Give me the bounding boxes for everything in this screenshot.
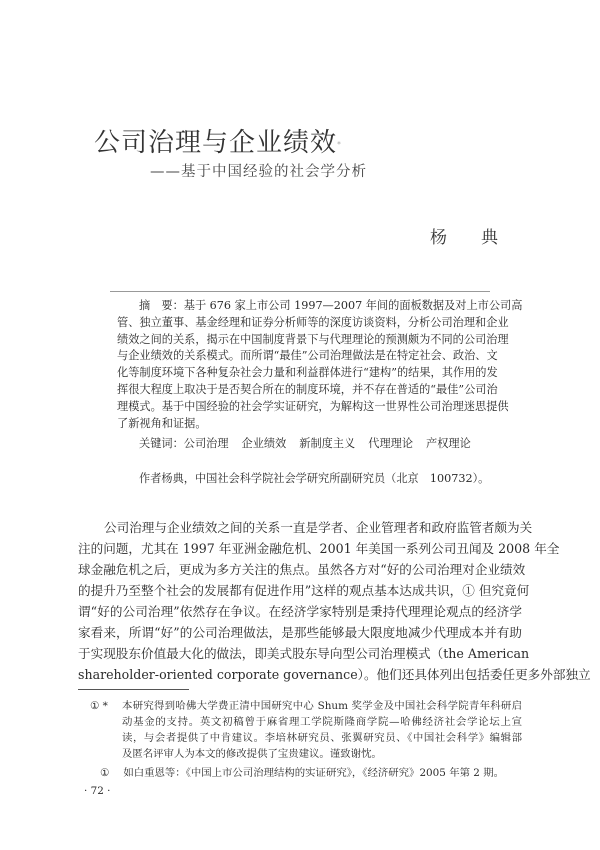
title-text: 公司治理与企业绩效 [94, 128, 338, 158]
text-line: 注的问题，尤其在 1997 年亚洲金融危机、2001 年美国一系列公司丑闻及 2008 年全 [78, 541, 560, 556]
text-line: 及匿名评审人为本文的修改提供了宝贵建议。谨致谢忱。 [122, 748, 382, 760]
keyword: 产权理论 [426, 437, 471, 450]
text-line: 本研究得到哈佛大学费正清中国研究中心 Shum 奖学金及中国社会科学院青年科研启 [122, 700, 522, 712]
keywords [139, 436, 497, 451]
text-line: 读，与会者提供了中肯建议。李培林研究员、张翼研究员、《中国社会科学》编辑部 [122, 732, 522, 744]
text-line: 了新视角和证据。 [117, 416, 207, 430]
text-line: shareholder-oriented corporate governance）。他们还具体列出包括委任更多外部独立 [78, 667, 591, 682]
keyword: 企业绩效 [241, 437, 287, 450]
text-line: 管、独立董事、基金经理和证券分析师等的深度访谈资料，分析公司治理和企业 [117, 315, 509, 329]
abstract-rule [110, 291, 490, 292]
text-line: 于实现股东价值最大化的做法，即美式股东导向型公司治理模式（the American [78, 646, 530, 661]
text-line: 化等制度环境下各种复杂社会力量和利益群体进行“建构”的结果，其作用的发 [117, 366, 498, 380]
footnote-mark: ① * [90, 700, 108, 712]
keyword: 公司治理 [183, 437, 229, 450]
keyword: 代理理论 [368, 437, 414, 450]
body-paragraph [78, 517, 591, 685]
footnote-mark: ① [100, 767, 110, 779]
text-line: 球金融危机之后，更成为多方关注的焦点。虽然各方对“好的公司治理对企业绩效 [78, 562, 526, 577]
text-line: 绩效之间的关系，揭示在中国制度背景下与代理理论的预测颇为不同的公司治理 [117, 332, 509, 346]
text-line: 公司治理与企业绩效之间的关系一直是学者、企业管理者和政府监管者颇为关 [104, 520, 533, 535]
author-affiliation: 作者杨典，中国社会科学院社会学研究所副研究员（北京 100732）。 [139, 472, 490, 485]
footnote-1 [100, 766, 504, 780]
page-number: · 72 · [84, 785, 111, 797]
text-line: 的提升乃至整个社会的发展都有促进作用”这样的观点基本达成共识，① 但究竟何 [78, 583, 530, 598]
title-footnote-mark: * [337, 140, 343, 149]
text-line: 与企业绩效的关系模式。而所谓“最佳”公司治理做法是在特定社会、政治、文 [117, 349, 498, 363]
text-line: 摘 要：基于 676 家上市公司 1997—2007 年间的面板数据及对上市公司高 [139, 299, 523, 312]
article-subtitle: ——基于中国经验的社会学分析 [150, 164, 367, 180]
article-title [94, 128, 342, 158]
footnote-acknowledgement [90, 698, 522, 762]
abstract [117, 298, 523, 432]
text-line: 挥很大程度上取决于是否契合所在的制度环境，并不存在普适的“最佳”公司治 [117, 382, 498, 396]
text-line: 谓“好的公司治理”依然存在争议。在经济学家特别是秉持代理理论观点的经济学 [78, 604, 522, 619]
keyword: 新制度主义 [299, 437, 356, 450]
text-line: 动基金的支持。英文初稿曾于麻省理工学院斯隆商学院—哈佛经济社会学论坛上宣 [122, 716, 522, 728]
text-line: 理模式。基于中国经验的社会学实证研究，为解构这一世界性公司治理迷思提供 [117, 399, 509, 413]
footnote-rule [78, 689, 189, 690]
keywords-label: 关键词： [139, 437, 184, 450]
author-name: 杨典 [430, 228, 532, 248]
text-line: 家看来，所谓“好”的公司治理做法，是那些能够最大限度地减少代理成本并有助 [78, 625, 522, 640]
footnote-text: 如白重恩等：《中国上市公司治理结构的实证研究》，《经济研究》2005 年第 2 期。 [123, 767, 504, 779]
